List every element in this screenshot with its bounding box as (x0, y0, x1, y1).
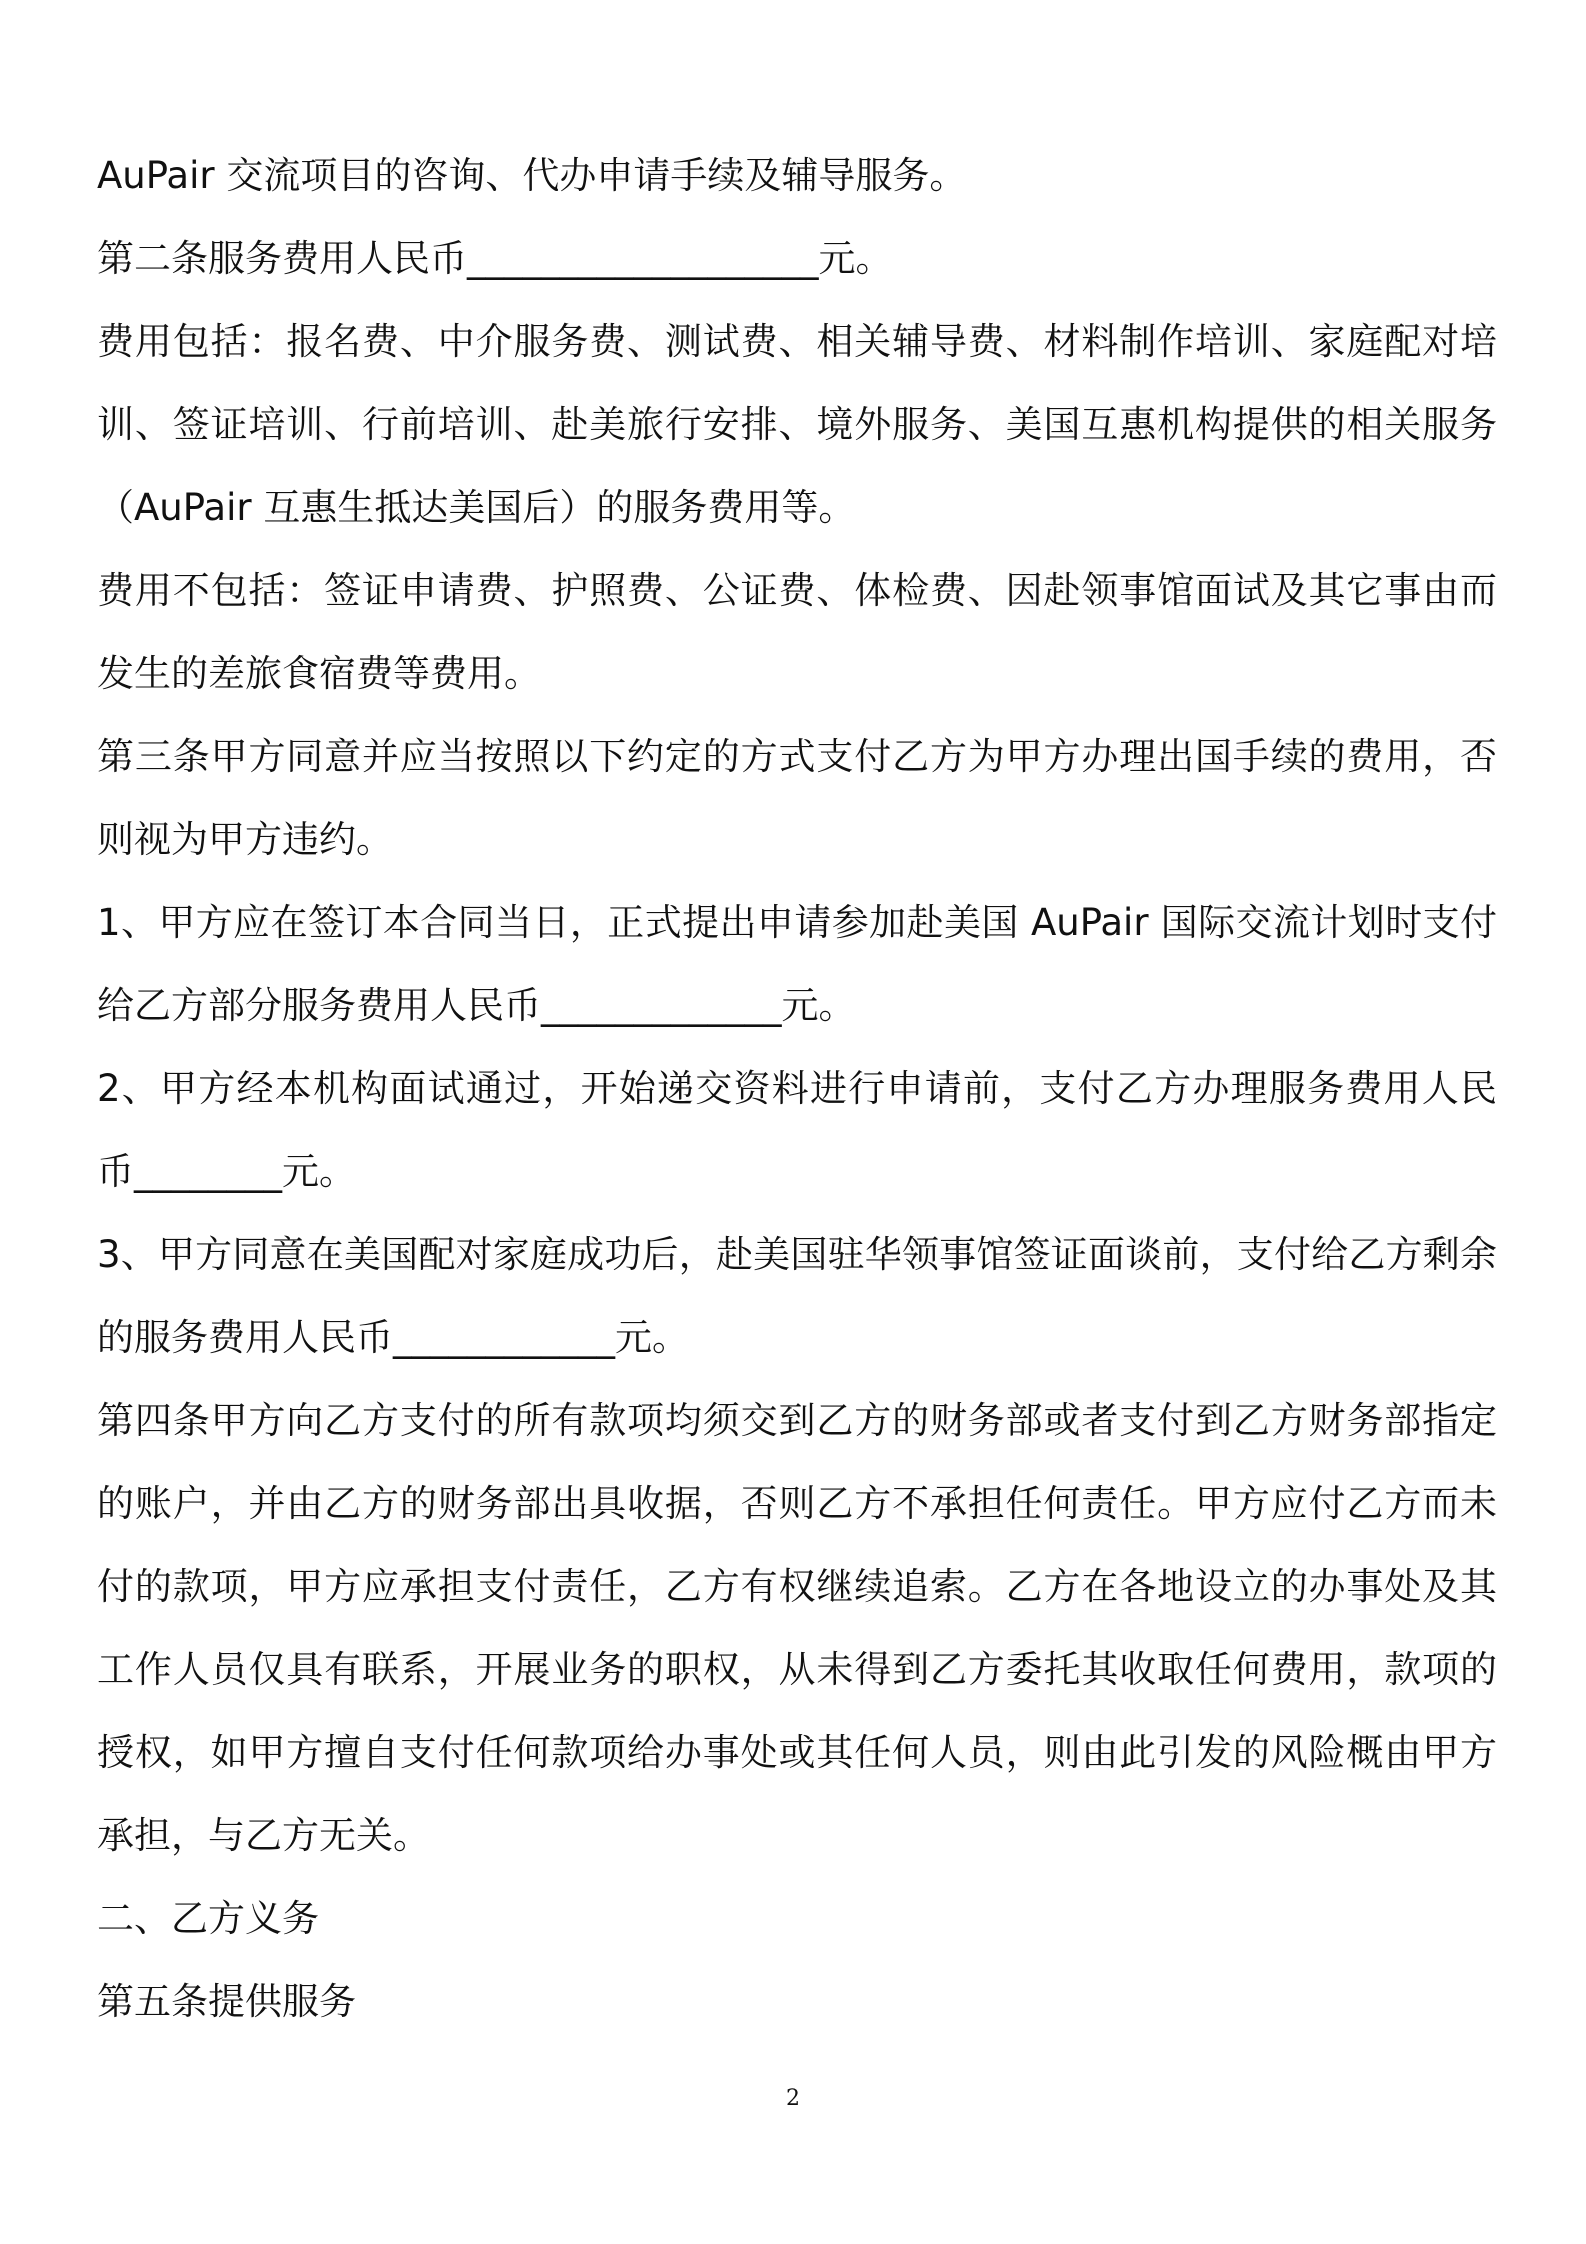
article-heading: 第五条提供服务 (97, 1980, 356, 2023)
section-heading: 二、乙方义务 (97, 1897, 319, 1940)
text-line: 授权，如甲方擅自支付任何款项给办事处或其任何人员，则由此引发的风险概由甲方 (97, 1731, 1497, 1774)
text-line: 3、甲方同意在美国配对家庭成功后，赴美国驻华领事馆签证面谈前，支付给乙方剩余 (97, 1233, 1497, 1276)
text-line: AuPair 交流项目的咨询、代办申请手续及辅导服务。 (97, 154, 967, 197)
text-line: 的账户，并由乙方的财务部出具收据，否则乙方不承担任何责任。甲方应付乙方而未 (97, 1482, 1497, 1525)
text-line: 承担，与乙方无关。 (97, 1814, 430, 1857)
text-line: 工作人员仅具有联系，开展业务的职权，从未得到乙方委托其收取任何费用，款项的 (97, 1648, 1497, 1691)
text-line: 费用不包括：签证申请费、护照费、公证费、体检费、因赴领事馆面试及其它事由而 (97, 569, 1497, 612)
text-line: 给乙方部分服务费用人民币_____________元。 (97, 984, 856, 1027)
text-line: （AuPair 互惠生抵达美国后）的服务费用等。 (97, 486, 856, 529)
text-line: 第三条甲方同意并应当按照以下约定的方式支付乙方为甲方办理出国手续的费用，否 (97, 735, 1497, 778)
text-line: 币________元。 (97, 1150, 356, 1193)
text-line: 1、甲方应在签订本合同当日，正式提出申请参加赴美国 AuPair 国际交流计划时支付 (97, 901, 1497, 944)
text-line: 则视为甲方违约。 (97, 818, 393, 861)
text-line: 费用包括：报名费、中介服务费、测试费、相关辅导费、材料制作培训、家庭配对培 (97, 320, 1497, 363)
text-line: 付的款项，甲方应承担支付责任，乙方有权继续追索。乙方在各地设立的办事处及其 (97, 1565, 1497, 1608)
text-line: 第二条服务费用人民币___________________元。 (97, 237, 893, 280)
text-line: 2、甲方经本机构面试通过，开始递交资料进行申请前，支付乙方办理服务费用人民 (97, 1067, 1497, 1110)
page-number: 2 (786, 2086, 800, 2111)
text-line: 第四条甲方向乙方支付的所有款项均须交到乙方的财务部或者支付到乙方财务部指定 (97, 1399, 1497, 1442)
text-line: 训、签证培训、行前培训、赴美旅行安排、境外服务、美国互惠机构提供的相关服务 (97, 403, 1497, 446)
text-line: 的服务费用人民币____________元。 (97, 1316, 689, 1359)
text-line: 发生的差旅食宿费等费用。 (97, 652, 541, 695)
